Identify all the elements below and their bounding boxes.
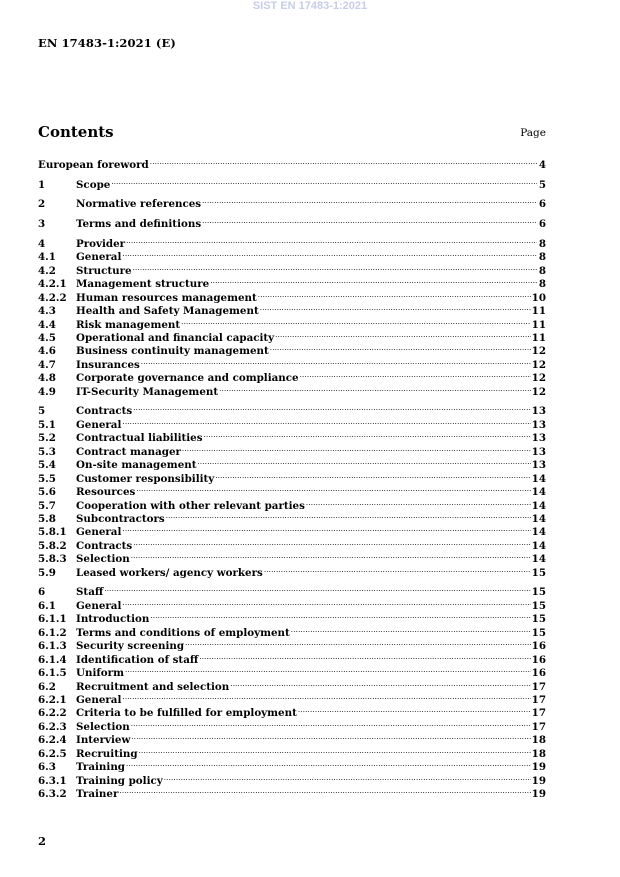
toc-entry-number: 6.1.3 [38,640,67,653]
toc-entry-page: 15 [531,586,546,599]
toc-entry-title: Recruitment and selection [76,680,230,693]
toc-entry-number: 4.2 [38,264,56,277]
toc-entry-page: 17 [531,693,546,706]
toc-dot-leader [131,549,531,562]
toc-dot-leader [139,744,531,757]
toc-dot-leader [133,401,530,414]
toc-entry-number: 5.8 [38,512,56,525]
toc-entry-title: Contract manager [76,445,181,458]
toc-entry-page: 8 [538,237,546,250]
toc-entry-title: Provider [76,237,126,250]
toc-entry-number: 4.6 [38,345,56,358]
toc-entry-title: Trainer [76,788,119,801]
toc-entry-title: Insurances [76,358,140,371]
toc-entry-page: 6 [538,218,546,231]
toc-entry-number: 6.1.2 [38,626,67,639]
toc-entry-title: Resources [76,486,136,499]
toc-dot-leader [260,301,531,314]
toc-dot-leader [258,288,531,301]
toc-entry-title: Risk management [76,318,181,331]
contents-title: Contents [38,123,114,141]
toc-entry-page: 12 [531,345,546,358]
toc-entry-title: Security screening [76,640,185,653]
toc-entry-title: Contracts [76,539,133,552]
toc-entry[interactable] [38,155,546,171]
toc-entry-number: 6.2.3 [38,720,67,733]
toc-entry-title: Subcontractors [76,512,165,525]
toc-entry-title: Operational and financial capacity [76,332,275,344]
toc-entry-number: 6.1.1 [38,613,67,626]
toc-entry-title: Corporate governance and compliance [76,372,299,385]
toc-entry-page: 15 [531,613,546,626]
toc-dot-leader [125,663,531,676]
toc-entry-page: 16 [531,653,546,666]
toc-dot-leader [131,717,531,730]
toc-entry-title: Human resources management [76,291,257,304]
watermark: SIST EN 17483-1:2021 [252,0,368,12]
toc-entry-number: 4 [38,237,46,250]
toc-entry-page: 8 [538,251,546,264]
toc-entry-number: 6.1.5 [38,667,67,680]
toc-dot-leader [150,155,537,168]
toc-entry-number: 3 [38,218,46,231]
toc-entry-title: General [76,693,122,706]
toc-entry-number: 6 [38,586,46,599]
toc-entry-page: 17 [531,720,546,733]
toc-entry-page: 14 [531,553,546,566]
toc-entry-title: General [76,599,122,612]
toc-dot-leader [210,274,537,287]
toc-entry-number: 5.8.1 [38,526,67,539]
toc-entry-title: Recruiting [76,747,138,760]
toc-entry-page: 8 [538,264,546,277]
toc-entry-title: Customer responsibility [76,472,215,485]
toc-entry-number: 5.1 [38,418,56,431]
toc-dot-leader [298,703,531,716]
toc-entry-page: 11 [531,305,546,318]
toc-entry-page: 15 [531,566,546,579]
toc-entry-title: Interview [76,734,131,747]
toc-entry-title: Terms and definitions [76,218,202,231]
toc-dot-leader [122,415,530,428]
toc-dot-leader [136,482,530,495]
toc-entry-number: 5.8.2 [38,539,67,552]
toc-entry[interactable] [38,582,546,599]
toc-dot-leader [150,609,530,622]
toc-entry-title: Criteria to be fulfilled for employment [76,707,297,720]
toc-entry-title: Selection [76,720,130,733]
toc-entry-number: 5.9 [38,566,56,579]
toc-entry-number: 1 [38,178,46,191]
toc-entry-page: 14 [531,539,546,552]
toc-entry[interactable] [38,214,546,231]
toc-dot-leader [111,175,537,188]
toc-dot-leader [131,730,530,743]
toc-entry-number: 5.8.3 [38,553,67,566]
toc-dot-leader [275,328,530,341]
toc-dot-leader [166,509,531,522]
toc-entry-number: 4.9 [38,385,56,398]
toc-entry-title: Terms and conditions of employment [76,626,290,639]
toc-entry-page: 13 [531,418,546,431]
toc-entry-title: Management structure [76,278,210,291]
toc-dot-leader [230,677,530,690]
toc-entry-page: 17 [531,707,546,720]
toc-entry-page: 16 [531,667,546,680]
toc-entry-title: Selection [76,553,130,566]
toc-entry[interactable] [38,234,546,250]
toc-entry-page: 14 [531,512,546,525]
toc-entry-number: 5.5 [38,472,56,485]
toc-entry-title: IT-Security Management [76,385,219,398]
toc-dot-leader [300,368,531,381]
toc-entry-page: 13 [531,459,546,472]
toc-dot-leader [185,636,531,649]
toc-entry-title: Training policy [76,774,163,787]
toc-dot-leader [126,757,531,770]
toc-entry[interactable] [38,401,546,418]
toc-entry-number: 4.8 [38,372,56,385]
toc-entry[interactable] [38,596,546,612]
toc-entry-number: 5.3 [38,445,56,458]
toc-entry-page: 19 [531,761,546,774]
toc-dot-leader [126,234,537,247]
toc-entry-page: 17 [531,680,546,693]
footer-page-number: 2 [38,834,47,848]
toc-entry-title: General [76,418,122,431]
document-header: EN 17483-1:2021 (E) [38,36,176,50]
toc-entry-number: 4.1 [38,251,56,264]
toc-dot-leader [122,596,530,609]
toc-entry-number: 6.2.5 [38,747,67,760]
toc-dot-leader [264,563,531,576]
toc-entry-page: 14 [531,486,546,499]
toc-entry-title: Scope [76,178,111,191]
toc-entry-page: 19 [531,774,546,787]
toc-entry-number: 6.2.4 [38,734,67,747]
toc-dot-leader [181,315,531,328]
toc-dot-leader [270,341,531,354]
toc-entry-page: 18 [531,747,546,760]
toc-entry-title: Introduction [76,613,150,626]
toc-entry[interactable] [38,175,546,191]
toc-entry-page: 18 [531,734,546,747]
toc-entry-number: 6.1 [38,599,56,612]
toc-entry-page: 12 [531,385,546,398]
toc-entry-number: 6.2.1 [38,693,67,706]
toc-dot-leader [133,261,537,274]
toc-entry-page: 16 [531,640,546,653]
toc-dot-leader [199,650,530,663]
toc-dot-leader [219,382,531,395]
toc-entry-title: Training [76,761,126,774]
toc-entry-page: 10 [531,291,546,304]
toc-entry-title: Business continuity management [76,345,269,358]
page-column-label: Page [520,127,546,139]
toc-entry-title: Normative references [76,198,202,211]
toc-entry-number: 6.3 [38,761,56,774]
toc-entry-title: General [76,526,122,539]
toc-entry-title: Identification of staff [76,653,199,666]
toc-entry[interactable] [38,194,546,211]
toc-entry-page: 14 [531,499,546,512]
toc-dot-leader [182,442,531,455]
toc-entry-number: 4.2.2 [38,291,67,304]
toc-entry-number: 5.6 [38,486,56,499]
toc-entry-title: Leased workers/ agency workers [76,566,263,579]
toc-dot-leader [104,582,530,595]
toc-entry-page: 11 [531,332,546,344]
toc-dot-leader [141,355,531,368]
toc-entry-page: 12 [531,372,546,385]
toc-entry-title: Contractual liabilities [76,432,203,445]
toc-entry-number: 6.2.2 [38,707,67,720]
toc-entry-number: 5.4 [38,459,56,472]
toc-dot-leader [202,194,537,207]
toc-entry-number: 6.2 [38,680,56,693]
toc-entry-page: 19 [531,788,546,801]
toc-entry-number: 6.3.2 [38,788,67,801]
toc-entry-number: 5.7 [38,499,56,512]
toc-dot-leader [291,623,531,636]
toc-entry-number: 2 [38,198,46,211]
toc-dot-leader [122,522,530,535]
toc-dot-leader [198,455,531,468]
toc-entry-page: 8 [538,278,546,291]
toc-entry-page: 11 [531,318,546,331]
toc-entry-title: Health and Safety Management [76,305,259,318]
toc-dot-leader [122,247,537,260]
toc-entry-page: 5 [538,178,546,191]
toc-entry-number: 5 [38,405,46,418]
toc-entry-page: 13 [531,405,546,418]
toc-dot-leader [202,214,537,227]
toc-dot-leader [133,536,530,549]
toc-entry-page: 15 [531,599,546,612]
toc-entry-title: Uniform [76,667,124,680]
toc-entry-title: Structure [76,264,132,277]
toc-entry-title: On-site management [76,459,197,472]
toc-dot-leader [306,496,531,509]
toc-dot-leader [164,771,531,784]
toc-entry-page: 13 [531,445,546,458]
toc-entry-number: 4.2.1 [38,278,67,291]
toc-entry-number: 5.2 [38,432,56,445]
toc-entry-number: 6.1.4 [38,653,67,666]
toc-dot-leader [119,784,530,797]
toc-entry-number: 4.4 [38,318,56,331]
toc-entry-page: 13 [531,432,546,445]
toc-dot-leader [204,428,531,441]
table-of-contents [38,155,546,801]
toc-entry-title: Cooperation with other relevant parties [76,499,305,512]
toc-entry-number: 4.3 [38,305,56,318]
toc-entry-title: European foreword [38,159,149,171]
toc-entry-title: General [76,251,122,264]
toc-entry-page: 12 [531,358,546,371]
toc-entry-page: 14 [531,526,546,539]
toc-dot-leader [215,469,530,482]
toc-entry-title: Contracts [76,405,133,418]
toc-entry-title: Staff [76,586,104,599]
toc-entry-number: 4.7 [38,358,56,371]
toc-entry-number: 6.3.1 [38,774,67,787]
toc-dot-leader [122,690,530,703]
toc-entry-number: 4.5 [38,332,56,344]
toc-entry-page: 14 [531,472,546,485]
toc-entry-page: 6 [538,198,546,211]
toc-entry-page: 15 [531,626,546,639]
toc-entry-page: 4 [538,159,546,171]
